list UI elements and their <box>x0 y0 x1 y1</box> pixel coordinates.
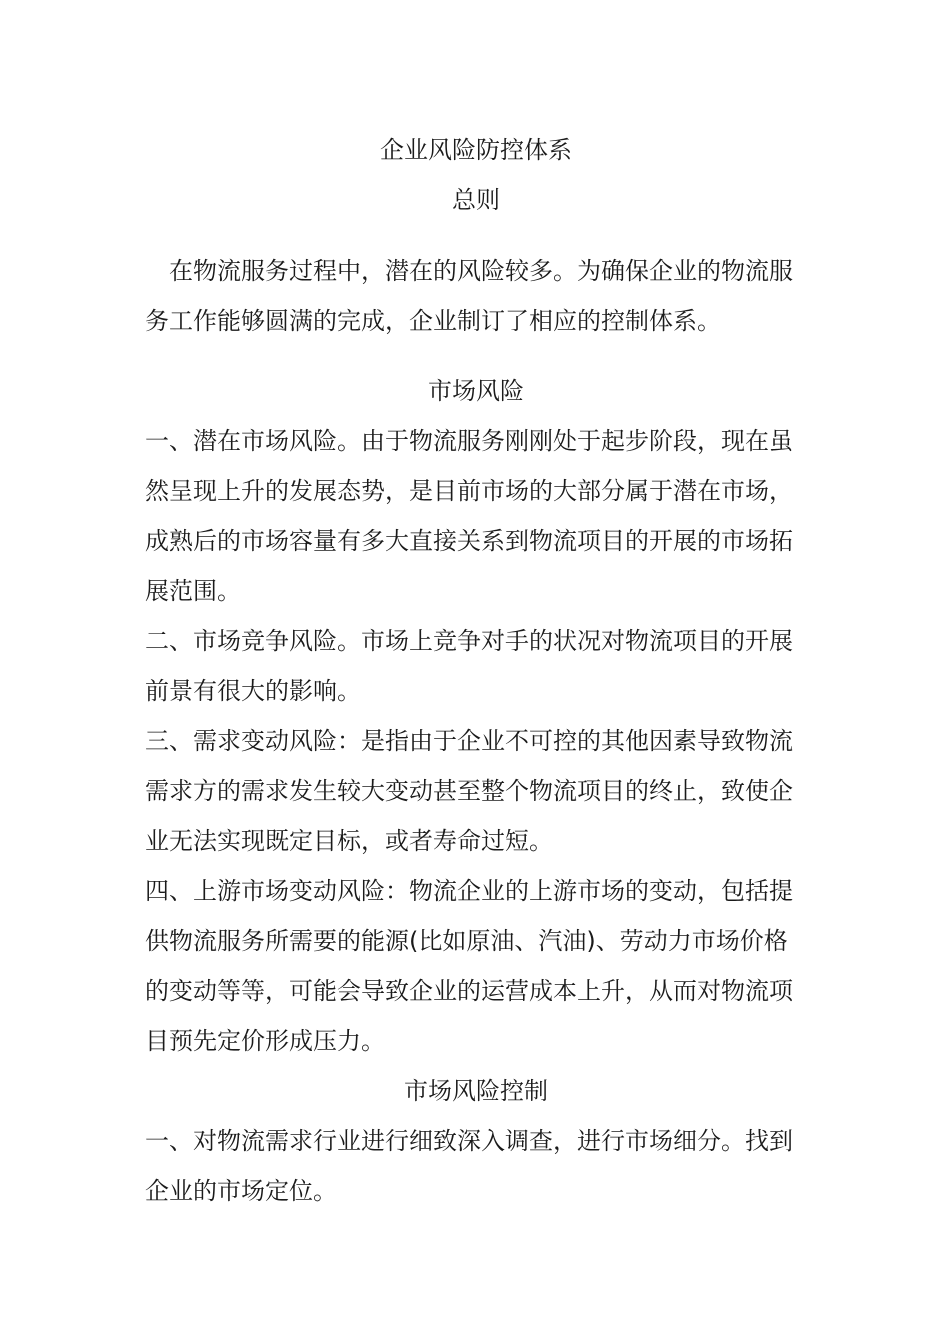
market-risk-item-4: 四、上游市场变动风险：物流企业的上游市场的变动，包括提供物流服务所需要的能源(比如原油、汽油)、劳动力市场价格的变动等等，可能会导致企业的运营成本上升，从而对物流项目预先定价形成压力。 <box>145 877 793 1055</box>
market-risk-heading: 市场风险 <box>428 377 524 405</box>
document-title: 企业风险防控体系 <box>380 136 572 164</box>
market-risk-control-heading: 市场风险控制 <box>404 1077 548 1105</box>
market-risk-item-2: 二、市场竞争风险。市场上竞争对手的状况对物流项目的开展前景有很大的影响。 <box>145 627 793 705</box>
intro-paragraph: 在物流服务过程中，潜在的风险较多。为确保企业的物流服务工作能够圆满的完成，企业制订了相应的控制体系。 <box>145 257 793 335</box>
document-body <box>145 125 807 1216</box>
market-risk-item-3: 三、需求变动风险：是指由于企业不可控的其他因素导致物流需求方的需求发生较大变动甚至整个物流项目的终止，致使企业无法实现既定目标，或者寿命过短。 <box>145 727 793 855</box>
market-risk-control-item-1: 一、对物流需求行业进行细致深入调查，进行市场细分。找到企业的市场定位。 <box>145 1127 793 1205</box>
market-risk-item-1: 一、潜在市场风险。由于物流服务刚刚处于起步阶段，现在虽然呈现上升的发展态势，是目前市场的大部分属于潜在市场，成熟后的市场容量有多大直接关系到物流项目的开展的市场拓展范围。 <box>145 427 793 605</box>
general-heading: 总则 <box>452 186 500 214</box>
